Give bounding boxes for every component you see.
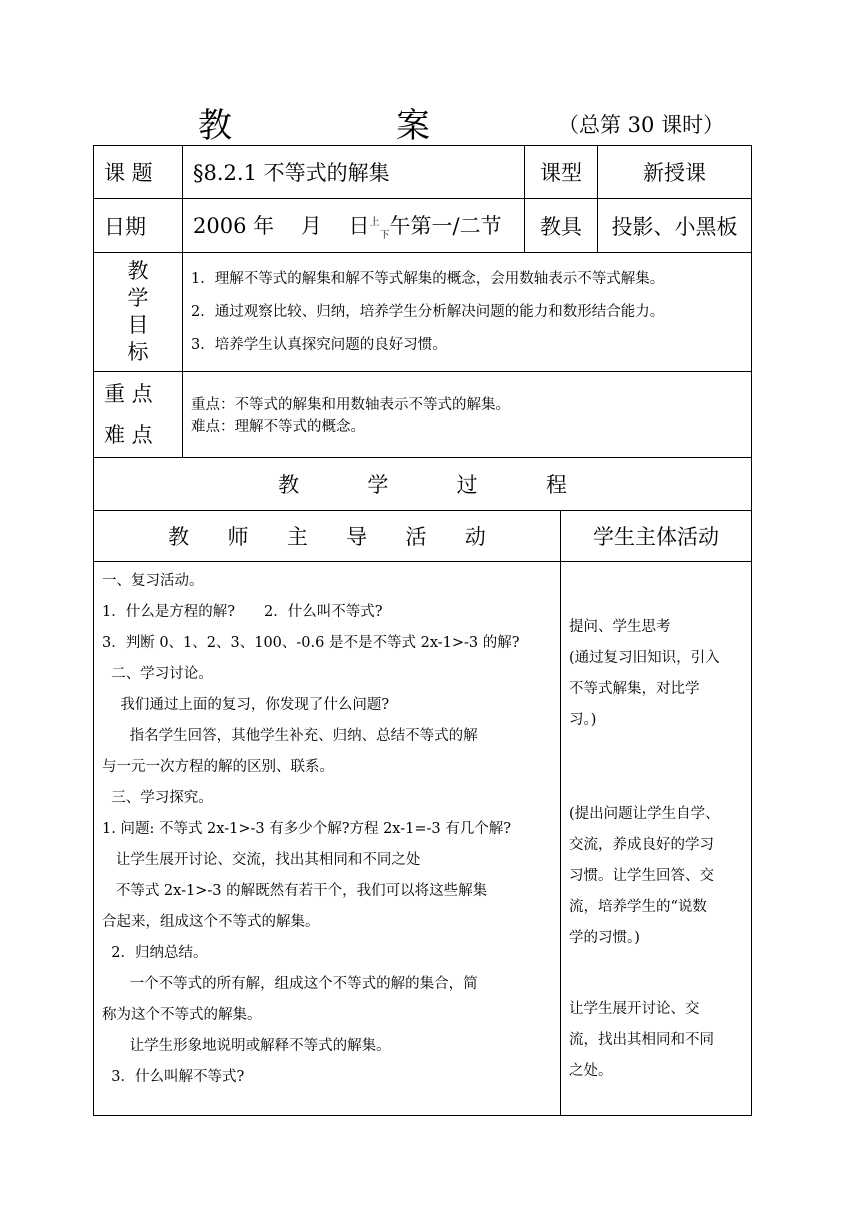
date-up: 上 [369,216,380,228]
process-title-char: 过 [456,473,478,497]
objective-item: 1．理解不等式的解集和解不等式解集的概念，会用数轴表示不等式解集。 [191,270,665,287]
teacher-line: 让学生形象地说明或解释不等式的解集。 [102,1038,391,1054]
process-title [94,458,752,511]
process-title-char: 程 [545,473,567,497]
teacher-line: 三、学习探究。 [102,790,213,806]
date-label: 日期 [94,199,183,253]
objectives-label-char-4: 标 [127,340,149,364]
student-note-line: (提出问题让学生自学、 [569,806,720,822]
student-note-line: 流，培养学生的“说数 [569,899,707,915]
teacher-header-char: 教 [168,525,190,549]
teacher-line: 不等式 2x-1>-3 的解既然有若干个，我们可以将这些解集 [102,883,488,899]
topic-label: 课 题 [94,146,183,199]
teacher-line: 一个不等式的所有解，组成这个不等式的解的集合，简 [102,976,478,992]
row-activity-headers [94,511,752,562]
student-note-line: (通过复习旧知识，引入 [569,650,720,666]
student-note-line: 让学生展开讨论、交 [569,1001,700,1017]
objectives-label-char-1: 教 [127,259,149,283]
aids-value: 投影、小黑板 [598,199,752,253]
teacher-line: 3．判断 0、1、2、3、100、-0.6 是不是不等式 2x-1>-3 的解? [102,635,520,651]
row-activities [94,562,752,1116]
key-point-text: 重点：不等式的解集和用数轴表示不等式的解集。 [191,397,510,413]
key-points-label [94,372,183,458]
student-activity-header: 学生主体活动 [561,511,752,562]
teacher-line: 2．归纳总结。 [102,945,208,961]
objectives-label [94,253,183,372]
teacher-line: 合起来，组成这个不等式的解集。 [102,914,320,930]
objectives-label-char-2: 学 [127,286,149,310]
objective-item: 2．通过观察比较、归纳，培养学生分析解决问题的能力和数形结合能力。 [191,303,665,320]
student-note-2 [569,799,745,954]
teacher-line: 1. 问题: 不等式 2x-1>-3 有多少个解?方程 2x-1=-3 有几个解? [102,821,512,837]
teacher-line: 1．什么是方程的解? 2．什么叫不等式? [102,604,383,620]
teacher-line: 一、复习活动。 [102,573,204,589]
row-process-title [94,458,752,511]
student-note-line: 学的习惯。) [569,930,640,946]
row-date [94,199,752,253]
type-label: 课型 [525,146,598,199]
difficult-point-text: 难点：理解不等式的概念。 [191,419,365,435]
student-note-line: 流，找出其相同和不同 [569,1032,714,1048]
key-points-content [183,372,752,458]
student-note-3 [569,994,745,1087]
lesson-count: （总第 30 课时） [558,113,725,137]
student-note-line: 习。) [569,712,597,728]
teacher-header-char: 动 [464,525,486,549]
student-note-line: 之处。 [569,1063,613,1079]
date-day: 日 [348,213,370,238]
objective-item: 3．培养学生认真探究问题的良好习惯。 [191,336,447,353]
teacher-line: 让学生展开讨论、交流，找出其相同和不同之处 [102,852,421,868]
teacher-line: 我们通过上面的复习，你发现了什么问题? [102,697,390,713]
difficult-label: 难 点 [104,422,153,447]
teacher-activity-header [94,511,561,562]
row-objectives [94,253,752,372]
objectives-label-char-3: 目 [127,313,149,337]
row-key-points [94,372,752,458]
date-tail: 午第一/二节 [389,213,502,238]
teacher-header-char: 主 [286,525,308,549]
teacher-line: 指名学生回答，其他学生补充、归纳、总结不等式的解 [102,728,478,744]
teacher-activities [94,562,561,1116]
objectives-list [183,253,752,372]
student-activities [561,562,752,1116]
row-topic [94,146,752,199]
date-year: 2006 年 [193,213,275,238]
student-note-line: 交流，养成良好的学习 [569,837,714,853]
process-title-char: 学 [367,473,389,497]
process-title-char: 教 [278,473,300,497]
student-note-line: 提问、学生思考 [569,619,671,635]
teacher-header-char: 师 [227,525,249,549]
teacher-line: 与一元一次方程的解的区别、联系。 [102,759,334,775]
teacher-line: 二、学习讨论。 [102,666,213,682]
teacher-header-char: 导 [346,525,368,549]
teacher-line: 3．什么叫解不等式? [102,1069,245,1085]
page-title-char-1: 教 [198,106,232,146]
teacher-line: 称为这个不等式的解集。 [102,1007,262,1023]
date-month: 月 [300,213,322,238]
student-note-line: 习惯。让学生回答、交 [569,868,714,884]
teacher-header-char: 活 [405,525,427,549]
date-down: 下 [379,230,390,242]
topic-value: §8.2.1 不等式的解集 [183,146,525,199]
lesson-plan-table [93,145,752,1116]
type-value: 新授课 [598,146,752,199]
page-title-char-2: 案 [396,106,430,146]
key-label: 重 点 [104,381,153,406]
student-note-line: 不等式解集，对比学 [569,681,700,697]
aids-label: 教具 [525,199,598,253]
student-note-1 [569,612,745,736]
date-value [183,199,525,253]
